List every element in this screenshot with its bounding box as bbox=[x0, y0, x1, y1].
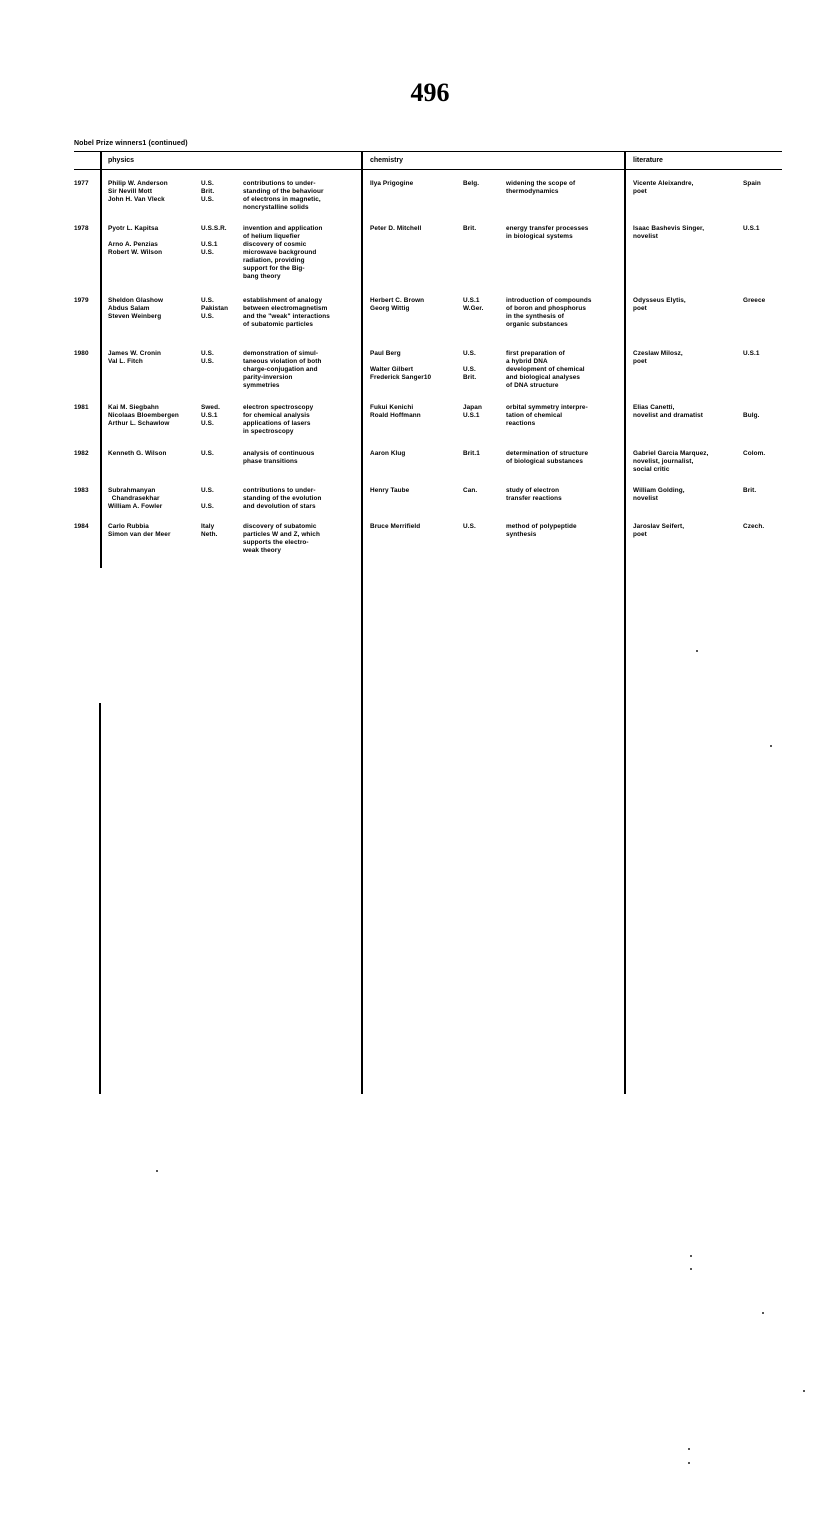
physics-nationality: U.S. U.S. bbox=[201, 350, 214, 365]
chemistry-nationality: Belg. bbox=[463, 180, 480, 187]
scan-speck bbox=[156, 1170, 158, 1172]
literature-laureate: Jaroslav Seifert, poet bbox=[633, 523, 685, 538]
chemistry-laureates: Peter D. Mitchell bbox=[370, 225, 422, 232]
physics-laureates: Kenneth G. Wilson bbox=[108, 450, 167, 457]
physics-achievement: invention and application of helium liquefier discovery of cosmic microwave background radiation, providing support for the Big- bang theory bbox=[243, 225, 323, 280]
physics-achievement: establishment of analogy between electromagnetism and the "weak" interactions of subatomic particles bbox=[243, 297, 330, 328]
physics-nationality: U.S. U.S. bbox=[201, 487, 214, 510]
chemistry-laureates: Fukui Kenichi Roald Hoffmann bbox=[370, 404, 421, 419]
chemistry-header: chemistry bbox=[370, 157, 404, 164]
chemistry-laureates: Herbert C. Brown Georg Wittig bbox=[370, 297, 425, 312]
chemistry-nationality: U.S.1 W.Ger. bbox=[463, 297, 484, 312]
literature-header: literature bbox=[633, 157, 663, 164]
physics-achievement: contributions to under- standing of the behaviour of electrons in magnetic, noncrystalline solids bbox=[243, 180, 324, 211]
physics-laureates: Subrahmanyan Chandrasekhar William A. Fowler bbox=[108, 487, 163, 510]
year: 1981 bbox=[74, 404, 89, 411]
physics-laureates: Kai M. Siegbahn Nicolaas Bloembergen Arthur L. Schawlow bbox=[108, 404, 179, 427]
chemistry-achievement: orbital symmetry interpre- tation of chemical reactions bbox=[506, 404, 588, 427]
physics-laureates: James W. Cronin Val L. Fitch bbox=[108, 350, 161, 365]
scan-speck bbox=[688, 1462, 690, 1464]
year: 1978 bbox=[74, 225, 89, 232]
literature-laureate: Elias Canetti, novelist and dramatist bbox=[633, 404, 704, 419]
chemistry-nationality: Brit.1 bbox=[463, 450, 480, 457]
physics-nationality: Italy Neth. bbox=[201, 523, 218, 538]
chemistry-achievement: first preparation of a hybrid DNA development of chemical and biological analyses of DNA structure bbox=[506, 350, 585, 389]
physics-laureates: Philip W. Anderson Sir Nevill Mott John H. Van Vleck bbox=[108, 180, 168, 203]
scan-speck bbox=[690, 1268, 692, 1270]
chemistry-nationality: U.S. U.S. Brit. bbox=[463, 350, 477, 381]
scan-speck bbox=[696, 650, 698, 652]
literature-laureate: Odysseus Elytis, poet bbox=[633, 297, 686, 312]
scan-speck bbox=[688, 1448, 690, 1450]
scan-speck bbox=[690, 1255, 692, 1257]
physics-nationality: U.S. Brit. U.S. bbox=[201, 180, 215, 203]
chemistry-laureates: Ilya Prigogine bbox=[370, 180, 414, 187]
literature-nationality: Bulg. bbox=[743, 412, 760, 419]
literature-laureate: Gabriel Garcia Marquez, novelist, journalist, social critic bbox=[633, 450, 709, 473]
header-bottom-rule bbox=[74, 169, 782, 170]
header-top-rule bbox=[74, 151, 782, 152]
literature-nationality: U.S.1 bbox=[743, 350, 760, 357]
literature-laureate: Vicente Aleixandre, poet bbox=[633, 180, 694, 195]
chemistry-laureates: Paul Berg Walter Gilbert Frederick Sanger10 bbox=[370, 350, 432, 381]
physics-achievement: demonstration of simul- taneous violation of both charge-conjugation and parity-inversion symmetries bbox=[243, 350, 322, 389]
scan-speck bbox=[803, 1390, 805, 1392]
chemistry-laureates: Henry Taube bbox=[370, 487, 410, 494]
chemistry-achievement: introduction of compounds of boron and phosphorus in the synthesis of organic substances bbox=[506, 297, 592, 328]
literature-laureate: Isaac Bashevis Singer, novelist bbox=[633, 225, 705, 240]
physics-laureates: Carlo Rubbia Simon van der Meer bbox=[108, 523, 171, 538]
chemistry-laureates: Bruce Merrifield bbox=[370, 523, 421, 530]
chemistry-laureates: Aaron Klug bbox=[370, 450, 406, 457]
physics-laureates: Sheldon Glashow Abdus Salam Steven Weinberg bbox=[108, 297, 164, 320]
year: 1984 bbox=[74, 523, 89, 530]
chemistry-achievement: determination of structure of biological substances bbox=[506, 450, 589, 465]
chemistry-column-rule bbox=[361, 152, 363, 1094]
physics-nationality: U.S. Pakistan U.S. bbox=[201, 297, 229, 320]
physics-achievement: analysis of continuous phase transitions bbox=[243, 450, 315, 465]
year: 1980 bbox=[74, 350, 89, 357]
literature-column-rule bbox=[624, 152, 626, 1094]
year: 1982 bbox=[74, 450, 89, 457]
chemistry-achievement: energy transfer processes in biological systems bbox=[506, 225, 589, 240]
literature-laureate: William Golding, novelist bbox=[633, 487, 685, 502]
scan-speck bbox=[762, 1312, 764, 1314]
table-caption: Nobel Prize winners1 (continued) bbox=[74, 140, 188, 147]
chemistry-achievement: widening the scope of thermodynamics bbox=[506, 180, 576, 195]
physics-achievement: contributions to under- standing of the evolution and devolution of stars bbox=[243, 487, 322, 510]
page-number: 496 bbox=[410, 78, 450, 107]
literature-nationality: Colom. bbox=[743, 450, 766, 457]
scan-speck bbox=[770, 745, 772, 747]
physics-column-rule bbox=[100, 152, 102, 568]
chemistry-nationality: Can. bbox=[463, 487, 478, 494]
literature-nationality: Spain bbox=[743, 180, 761, 187]
year: 1979 bbox=[74, 297, 89, 304]
year: 1977 bbox=[74, 180, 89, 187]
literature-laureate: Czeslaw Milosz, poet bbox=[633, 350, 683, 365]
chemistry-achievement: study of electron transfer reactions bbox=[506, 487, 562, 502]
physics-nationality: U.S. bbox=[201, 450, 214, 457]
literature-nationality: Czech. bbox=[743, 523, 765, 530]
physics-column-rule-lower bbox=[99, 703, 101, 1094]
literature-nationality: Greece bbox=[743, 297, 766, 304]
chemistry-achievement: method of polypeptide synthesis bbox=[506, 523, 577, 538]
chemistry-nationality: Brit. bbox=[463, 225, 477, 232]
physics-nationality: U.S.S.R. U.S.1 U.S. bbox=[201, 225, 227, 256]
physics-nationality: Swed. U.S.1 U.S. bbox=[201, 404, 220, 427]
chemistry-nationality: Japan U.S.1 bbox=[463, 404, 482, 419]
physics-achievement: discovery of subatomic particles W and Z, which supports the electro- weak theory bbox=[243, 523, 320, 554]
physics-achievement: electron spectroscopy for chemical analysis applications of lasers in spectroscopy bbox=[243, 404, 314, 435]
chemistry-nationality: U.S. bbox=[463, 523, 476, 530]
literature-nationality: Brit. bbox=[743, 487, 757, 494]
physics-laureates: Pyotr L. Kapitsa Arno A. Penzias Robert W. Wilson bbox=[108, 225, 163, 256]
literature-nationality: U.S.1 bbox=[743, 225, 760, 232]
physics-header: physics bbox=[108, 157, 135, 164]
year: 1983 bbox=[74, 487, 89, 494]
